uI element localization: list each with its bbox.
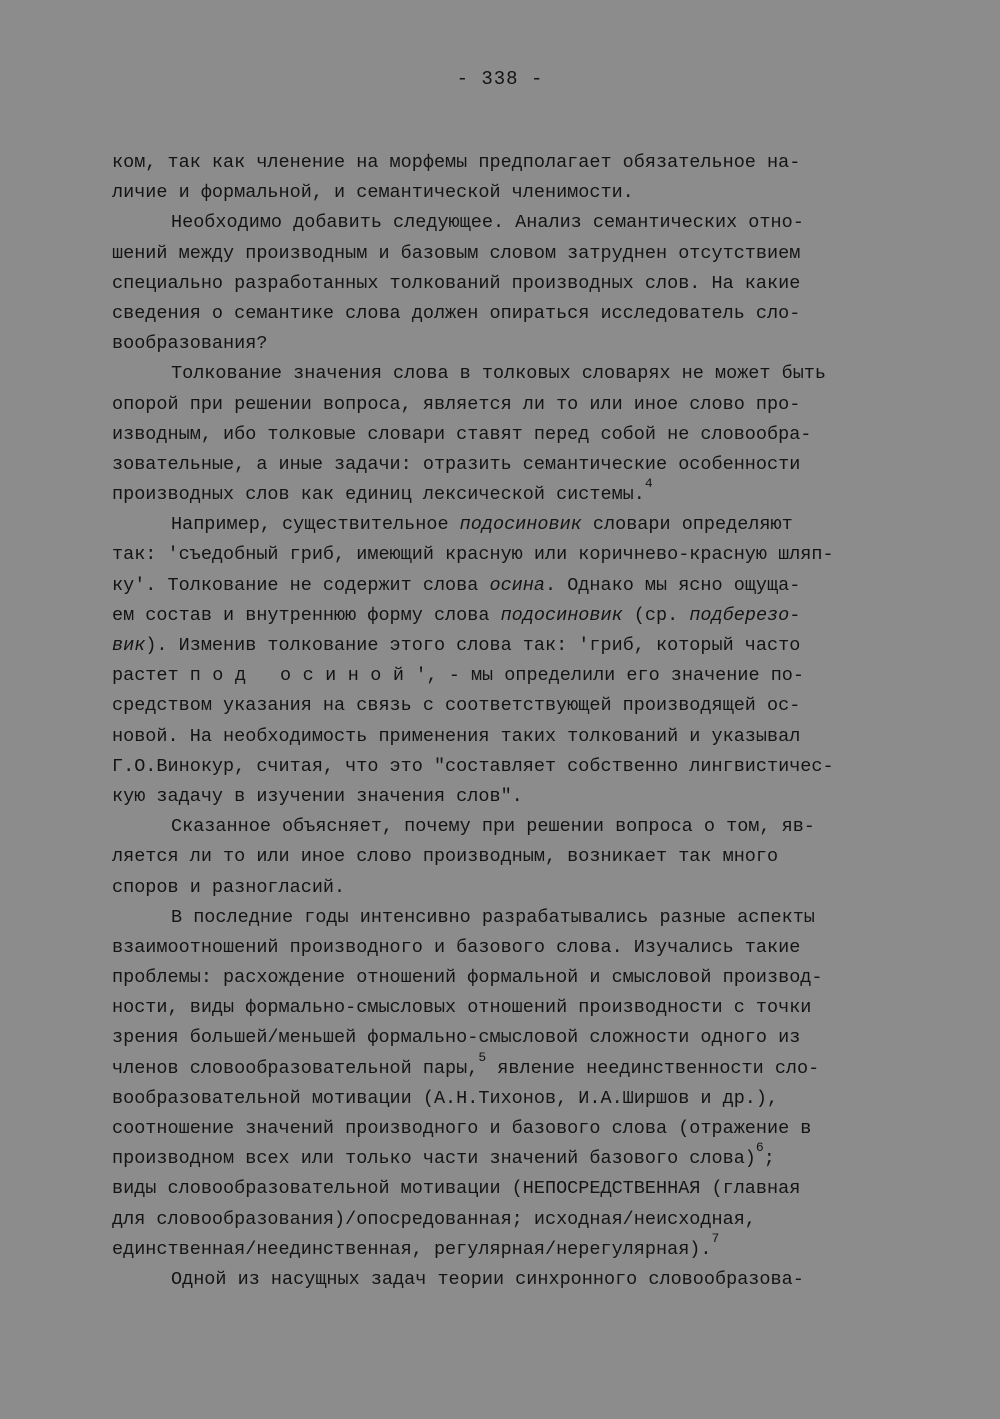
text-run: (ср. [622,604,690,626]
text-run: ляется ли то или иное слово производным, возникает так много [112,846,779,868]
text-line [112,993,882,1023]
text-run: ; [763,1148,775,1170]
text-run: Например, существительное [171,514,460,536]
italic-term: подберезо- [689,604,801,626]
text-line [112,269,882,299]
footnote-marker: 4 [644,476,653,492]
text-line [112,933,882,963]
text-line [112,571,882,601]
text-run: членов словообразовательной пары, [112,1057,479,1079]
text-run: производных слов как единиц лексической системы. [112,484,645,506]
text-line [112,1023,882,1053]
text-line [112,1205,882,1235]
text-line [112,631,882,661]
text-run: изводным, ибо толковые словари ставят перед собой не словообра- [112,423,812,445]
text-line [112,359,882,389]
text-line [112,208,882,238]
text-run: сведения о семантике слова должен опираться исследователь сло- [112,302,801,324]
text-run: Одной из насущных задач теории синхронного словообразова- [171,1268,804,1290]
text-run: словари определяют [581,514,793,536]
text-line [112,963,882,993]
text-run: новой. На необходимость применения таких толкований и указывал [112,725,801,747]
text-run: Толкование значения слова в толковых словарях не может быть [171,363,827,385]
text-run: кую задачу в изучении значения слов". [112,785,523,807]
text-line [112,661,882,691]
text-run: производном всех или только части значений базового слова) [112,1148,756,1170]
text-run: Необходимо добавить следующее. Анализ семантических отно- [171,212,804,234]
footnote-marker: 6 [755,1140,764,1156]
text-line [112,329,882,359]
text-run: Сказанное объясняет, почему при решении вопроса о том, яв- [171,816,815,838]
text-run: В последние годы интенсивно разрабатывались разные аспекты [171,906,815,928]
text-run: ем состав и внутреннюю форму слова [112,604,501,626]
text-run: зрения большей/меньшей формально-смысловой сложности одного из [112,1027,801,1049]
text-line [112,1140,882,1174]
spaced-phrase: под осиной [189,665,416,687]
text-line [112,178,882,208]
text-run: ', - мы определили его значение по- [415,665,805,687]
text-line [112,722,882,752]
text-run: специально разработанных толкований производных слов. На какие [112,272,801,294]
text-line [112,1049,882,1084]
text-run: . Однако мы ясно ощуща- [544,574,801,596]
text-run: ). Изменив толкование этого слова так: 'гриб, который часто [145,635,801,656]
footnote-marker: 7 [711,1230,720,1246]
text-run: шений между производным и базовым словом затруднен отсутствием [112,242,801,264]
italic-term: осина [489,574,545,596]
text-run: опорой при решении вопроса, является ли то или иное слово про- [112,393,801,415]
text-line [112,842,882,872]
text-line [112,812,882,842]
text-line [112,299,882,329]
text-line [112,601,882,631]
text-run: соотношение значений производного и базового слова (отражение в [112,1118,812,1139]
italic-term: подосиновик [459,514,582,536]
text-run: так: 'съедобный гриб, имеющий красную или коричнево-красную шляп- [112,544,834,566]
text-line [112,390,882,420]
text-line [112,450,882,480]
text-line [112,1230,882,1265]
text-run: средством указания на связь с соответствующей производящей ос- [112,695,801,717]
text-run: ности, виды формально-смысловых отношений производности с точки [112,997,812,1019]
text-run: вообразовательной мотивации (А.Н.Тихонов, И.А.Ширшов и др.), [112,1087,779,1109]
text-line [112,752,882,782]
text-line [112,1084,882,1114]
text-run: зовательные, а иные задачи: отразить семантические особенности [112,453,801,475]
page-number: - 338 - [456,68,544,90]
text-line [112,903,882,933]
text-line [112,239,882,269]
footnote-marker: 5 [478,1049,487,1065]
text-line [112,1265,882,1295]
text-line [112,691,882,721]
text-line [112,1174,882,1204]
text-run: для словообразования)/опосредованная; исходная/неисходная, [112,1208,756,1230]
body-text [112,148,882,1295]
text-line [112,540,882,570]
text-run: ку'. Толкование не содержит слова [112,574,490,596]
text-line [112,510,882,540]
text-run: виды словообразовательной мотивации (НЕПОСРЕДСТВЕННАЯ (главная [112,1178,801,1200]
text-run: взаимоотношений производного и базового слова. Изучались такие [112,936,801,958]
text-run: ком, так как членение на морфемы предполагает обязательное на- [112,152,801,173]
text-run: Г.О.Винокур, считая, что это "составляет собственно лингвистичес- [112,755,834,777]
text-line [112,782,882,812]
text-run: личие и формальной, и семантической членимости. [112,182,634,204]
text-line [112,873,882,903]
text-run: явление неединственности сло- [486,1057,820,1079]
text-run: вообразования? [112,333,268,355]
text-line [112,148,882,178]
italic-term: вик [112,635,146,656]
text-line [112,1114,882,1144]
text-run: единственная/неединственная, регулярная/нерегулярная). [112,1238,712,1260]
italic-term: подосиновик [500,604,623,626]
text-run: проблемы: расхождение отношений формальной и смысловой производ- [112,967,823,989]
text-run: споров и разногласий. [112,876,346,898]
text-line [112,420,882,450]
text-run: растет [112,665,190,687]
text-line [112,476,882,510]
